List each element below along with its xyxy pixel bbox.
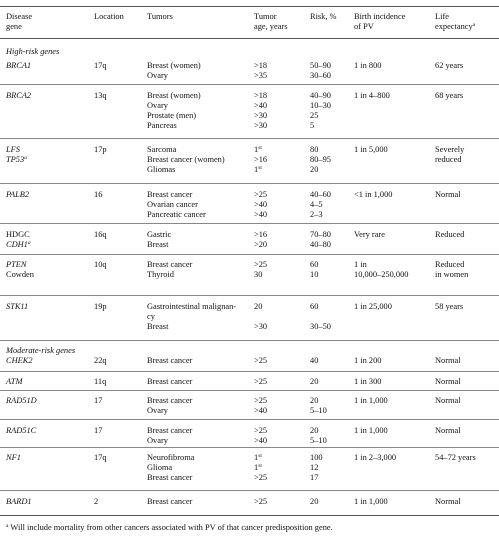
age-text: >20 xyxy=(254,240,268,249)
location-cell: 19p xyxy=(94,302,107,311)
birth-incidence-cell: 1 in 1,000 xyxy=(354,396,388,405)
header-age-line1: Tumor xyxy=(254,12,277,21)
age-text: >16 xyxy=(254,230,268,239)
age-text: >16 xyxy=(254,155,268,164)
age-cell xyxy=(254,121,267,131)
age-text: 1 xyxy=(254,145,259,154)
section-moderate-risk: Moderate-risk genes xyxy=(6,346,76,355)
location-cell: 16 xyxy=(94,190,103,199)
age-cell xyxy=(254,270,262,280)
age-sup: st xyxy=(258,453,262,459)
risk-cell: 10 xyxy=(310,270,319,279)
gene-name xyxy=(6,190,29,200)
gene-name xyxy=(6,426,36,436)
life-expectancy-cell: 58 years xyxy=(435,302,464,311)
location-cell: 13q xyxy=(94,91,107,100)
age-cell xyxy=(254,302,262,312)
birth-incidence-cell: 1 in 1,000 xyxy=(354,426,388,435)
section-high-risk: High-risk genes xyxy=(6,47,60,56)
row-divider xyxy=(0,340,499,341)
birth-incidence-cell: 1 in 5,000 xyxy=(354,145,388,154)
gene-text: CDH1 xyxy=(6,240,28,249)
tumor-cell: Gastric xyxy=(147,230,172,239)
birth-incidence-cell: 1 in 200 xyxy=(354,356,382,365)
risk-cell: 20 xyxy=(310,396,319,405)
age-cell xyxy=(254,497,267,507)
risk-cell: 30–50 xyxy=(310,322,331,331)
location-cell: 17p xyxy=(94,145,107,154)
footnote xyxy=(6,523,333,533)
risk-cell: 5–10 xyxy=(310,406,327,415)
age-cell xyxy=(254,473,267,483)
tumor-cell: Prostate (men) xyxy=(147,111,197,120)
tumor-cell: Pancreatic cancer xyxy=(147,210,206,219)
life-expectancy-cell: 54–72 years xyxy=(435,453,476,462)
header-life xyxy=(435,12,475,32)
age-text: 1 xyxy=(254,463,259,472)
age-cell xyxy=(254,426,267,436)
location-cell: 17 xyxy=(94,396,103,405)
risk-cell: 10–30 xyxy=(310,101,331,110)
life-expectancy-cell: Reduced xyxy=(435,230,465,239)
age-cell xyxy=(254,260,267,270)
gene-name xyxy=(6,155,27,165)
life-expectancy-cell: Reduced xyxy=(435,260,465,269)
age-text: 1 xyxy=(254,453,259,462)
age-cell xyxy=(254,101,267,111)
age-cell xyxy=(254,240,267,250)
risk-cell: 4–5 xyxy=(310,200,323,209)
tumor-cell: Breast cancer xyxy=(147,473,193,482)
location-cell: 11q xyxy=(94,377,107,386)
age-text: 30 xyxy=(254,270,263,279)
gene-text: BARD1 xyxy=(6,497,32,506)
header-birth xyxy=(354,12,405,32)
row-divider xyxy=(0,295,499,296)
age-text: >25 xyxy=(254,356,268,365)
birth-incidence-cell: 10,000–250,000 xyxy=(354,270,409,279)
gene-text: Cowden xyxy=(6,270,34,279)
risk-cell: 17 xyxy=(310,473,319,482)
age-cell xyxy=(254,377,267,387)
age-text: >25 xyxy=(254,497,268,506)
age-text: >18 xyxy=(254,91,268,100)
tumor-cell: Sarcoma xyxy=(147,145,177,154)
header-life-text: expectancy xyxy=(435,22,473,31)
row-divider xyxy=(0,447,499,448)
gene-name xyxy=(6,356,33,366)
row-divider xyxy=(0,84,499,85)
tumor-cell: Ovary xyxy=(147,101,168,110)
gene-name xyxy=(6,145,20,155)
gene-text: CHEK2 xyxy=(6,356,33,365)
tumor-cell: Breast xyxy=(147,240,169,249)
age-text: >30 xyxy=(254,121,268,130)
location-cell: 17 xyxy=(94,426,103,435)
tumor-cell: Breast cancer (women) xyxy=(147,155,225,164)
location-cell: 17q xyxy=(94,453,107,462)
top-rule xyxy=(0,6,499,7)
gene-text: RAD51C xyxy=(6,426,37,435)
header-birth-line1: Birth incidence xyxy=(354,12,406,21)
row-divider xyxy=(0,138,499,139)
risk-cell: 20 xyxy=(310,165,319,174)
risk-cell: 20 xyxy=(310,426,319,435)
age-text: >25 xyxy=(254,426,268,435)
birth-incidence-cell: Very rare xyxy=(354,230,385,239)
header-age xyxy=(254,12,287,32)
age-sup: st xyxy=(258,165,262,171)
risk-cell: 80 xyxy=(310,145,319,154)
age-cell xyxy=(254,453,262,463)
tumor-cell: Breast cancer xyxy=(147,396,193,405)
tumor-cell: Ovary xyxy=(147,406,168,415)
tumor-cell: Neurofibroma xyxy=(147,453,195,462)
age-text: 1 xyxy=(254,165,259,174)
age-text: >25 xyxy=(254,473,268,482)
gene-name xyxy=(6,230,30,240)
gene-name xyxy=(6,497,32,507)
location-cell: 22q xyxy=(94,356,107,365)
life-expectancy-cell: Normal xyxy=(435,497,461,506)
birth-incidence-cell: 1 in xyxy=(354,260,367,269)
risk-cell: 60 xyxy=(310,260,319,269)
gene-name xyxy=(6,270,34,280)
gene-text: LFS xyxy=(6,145,20,154)
life-expectancy-cell: 62 years xyxy=(435,61,464,70)
gene-text: STK11 xyxy=(6,302,29,311)
risk-cell: 20 xyxy=(310,497,319,506)
gene-sup: a xyxy=(27,240,31,246)
gene-name xyxy=(6,240,31,250)
birth-incidence-cell: 1 in 1,000 xyxy=(354,497,388,506)
gene-name xyxy=(6,396,37,406)
age-text: >40 xyxy=(254,406,268,415)
life-expectancy-cell: 68 years xyxy=(435,91,464,100)
age-text: >30 xyxy=(254,111,268,120)
gene-name xyxy=(6,377,22,387)
row-divider xyxy=(0,371,499,372)
age-text: >25 xyxy=(254,396,268,405)
age-cell xyxy=(254,145,262,155)
tumor-cell: Gliomas xyxy=(147,165,176,174)
birth-incidence-cell: 1 in 300 xyxy=(354,377,382,386)
birth-incidence-cell: <1 in 1,000 xyxy=(354,190,393,199)
life-expectancy-cell: Normal xyxy=(435,377,461,386)
gene-text: BRCA1 xyxy=(6,61,32,70)
header-life-line1: Life xyxy=(435,12,449,21)
gene-text: PALB2 xyxy=(6,190,30,199)
age-text: >40 xyxy=(254,210,268,219)
risk-cell: 40–90 xyxy=(310,91,331,100)
age-cell xyxy=(254,436,267,446)
age-text: >18 xyxy=(254,61,268,70)
risk-cell: 40 xyxy=(310,356,319,365)
age-cell xyxy=(254,190,267,200)
gene-text: ATM xyxy=(6,377,23,386)
location-cell: 16q xyxy=(94,230,107,239)
gene-text: NF1 xyxy=(6,453,21,462)
row-divider xyxy=(0,390,499,391)
age-text: >30 xyxy=(254,322,268,331)
risk-cell: 12 xyxy=(310,463,319,472)
risk-cell: 2–3 xyxy=(310,210,323,219)
risk-cell: 20 xyxy=(310,377,319,386)
age-sup: st xyxy=(258,463,262,469)
life-expectancy-cell: in women xyxy=(435,270,469,279)
tumor-cell: Thyroid xyxy=(147,270,174,279)
row-divider xyxy=(0,419,499,420)
location-cell: 17q xyxy=(94,61,107,70)
gene-sup: a xyxy=(24,155,27,161)
gene-name xyxy=(6,260,26,270)
risk-cell: 5 xyxy=(310,121,315,130)
life-expectancy-cell: Severely xyxy=(435,145,465,154)
tumor-cell: Breast cancer xyxy=(147,356,193,365)
risk-cell: 80–95 xyxy=(310,155,331,164)
location-cell: 2 xyxy=(94,497,99,506)
header-life-line2 xyxy=(435,22,475,32)
age-text: >40 xyxy=(254,200,268,209)
tumor-cell: Ovarian cancer xyxy=(147,200,198,209)
tumor-cell: Pancreas xyxy=(147,121,177,130)
tumor-cell: Breast cancer xyxy=(147,497,193,506)
gene-name xyxy=(6,453,21,463)
life-expectancy-cell: Normal xyxy=(435,190,461,199)
gene-text: PTEN xyxy=(6,260,27,269)
life-expectancy-cell: Normal xyxy=(435,396,461,405)
gene-text: BRCA2 xyxy=(6,91,32,100)
age-cell xyxy=(254,71,267,81)
gene-text: HDGC xyxy=(6,230,30,239)
age-cell xyxy=(254,91,267,101)
life-expectancy-cell: Normal xyxy=(435,426,461,435)
gene-name xyxy=(6,302,28,312)
bottom-rule xyxy=(0,515,499,516)
age-text: >25 xyxy=(254,377,268,386)
tumor-cell: Breast cancer xyxy=(147,190,193,199)
tumor-cell: Ovary xyxy=(147,71,168,80)
header-gene-line2: gene xyxy=(6,22,22,31)
row-divider xyxy=(0,183,499,184)
age-cell xyxy=(254,155,267,165)
header-location: Location xyxy=(94,12,124,21)
age-sup: st xyxy=(258,145,262,151)
age-text: >40 xyxy=(254,436,268,445)
risk-cell: 40–80 xyxy=(310,240,331,249)
gene-name xyxy=(6,61,31,71)
risk-cell: 100 xyxy=(310,453,323,462)
age-cell xyxy=(254,61,267,71)
age-text: 20 xyxy=(254,302,263,311)
age-cell xyxy=(254,230,267,240)
location-cell: 10q xyxy=(94,260,107,269)
header-rule xyxy=(0,38,499,39)
risk-cell: 5–10 xyxy=(310,436,327,445)
risk-cell: 40–60 xyxy=(310,190,331,199)
tumor-cell: Breast cancer xyxy=(147,426,193,435)
header-gene xyxy=(6,12,32,32)
age-text: >40 xyxy=(254,101,268,110)
age-cell xyxy=(254,200,267,210)
age-cell xyxy=(254,463,262,473)
header-life-sup: a xyxy=(472,22,476,28)
gene-text: TP53 xyxy=(6,155,25,164)
gene-text: RAD51D xyxy=(6,396,37,405)
gene-name xyxy=(6,91,31,101)
row-divider xyxy=(0,223,499,224)
header-tumors: Tumors xyxy=(147,12,173,21)
age-cell xyxy=(254,396,267,406)
birth-incidence-cell: 1 in 2–3,000 xyxy=(354,453,397,462)
age-cell xyxy=(254,165,262,175)
tumor-cell: Ovary xyxy=(147,436,168,445)
risk-cell: 25 xyxy=(310,111,319,120)
age-cell xyxy=(254,210,267,220)
age-text: >35 xyxy=(254,71,268,80)
header-birth-line2: of PV xyxy=(354,22,374,31)
tumor-cell: Breast cancer xyxy=(147,377,193,386)
row-divider xyxy=(0,490,499,491)
age-cell xyxy=(254,322,267,332)
footnote-text: Will include mortality from other cancers associated with PV of that cancer predisposition gene. xyxy=(8,523,333,532)
risk-cell: 30–60 xyxy=(310,71,331,80)
life-expectancy-cell: reduced xyxy=(435,155,462,164)
header-risk: Risk, % xyxy=(310,12,337,21)
birth-incidence-cell: 1 in 25,000 xyxy=(354,302,392,311)
birth-incidence-cell: 1 in 800 xyxy=(354,61,382,70)
age-cell xyxy=(254,111,267,121)
age-cell xyxy=(254,406,267,416)
tumor-cell: cy xyxy=(147,312,155,321)
risk-cell: 60 xyxy=(310,302,319,311)
age-cell xyxy=(254,356,267,366)
tumor-cell: Gastrointestinal malignan- xyxy=(147,302,237,311)
risk-cell: 50–90 xyxy=(310,61,331,70)
header-age-line2: age, years xyxy=(254,22,288,31)
age-text: >25 xyxy=(254,260,268,269)
tumor-cell: Glioma xyxy=(147,463,173,472)
tumor-cell: Breast xyxy=(147,322,169,331)
age-text: >25 xyxy=(254,190,268,199)
tumor-cell: Breast (women) xyxy=(147,61,201,70)
tumor-cell: Breast (women) xyxy=(147,91,201,100)
footnote-sup: a xyxy=(6,523,9,529)
row-divider xyxy=(0,254,499,255)
life-expectancy-cell: Normal xyxy=(435,356,461,365)
birth-incidence-cell: 1 in 4–800 xyxy=(354,91,390,100)
tumor-cell: Breast cancer xyxy=(147,260,193,269)
header-gene-line1: Disease xyxy=(6,12,33,21)
risk-cell: 70–80 xyxy=(310,230,331,239)
